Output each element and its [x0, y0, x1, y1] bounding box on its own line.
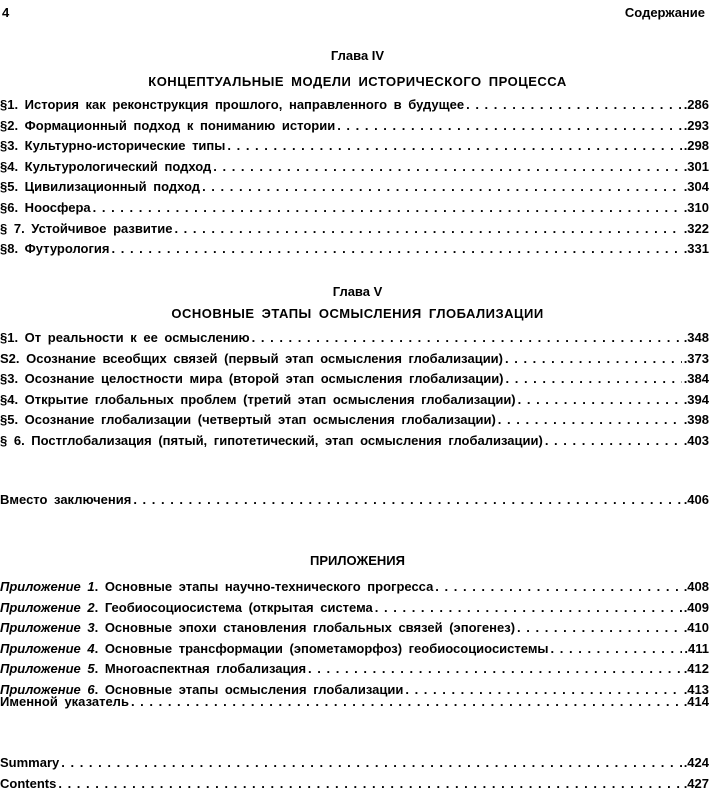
toc-entry-name-index[interactable] [0, 692, 709, 713]
running-title: Содержание [624, 5, 705, 20]
toc-entry-title [0, 639, 549, 660]
dot-leader [435, 577, 681, 598]
toc-entry-title: §4. Открытие глобальных проблем (третий этап осмысления глобализации) [0, 391, 516, 407]
dot-leader [517, 618, 682, 639]
dot-leader [112, 239, 682, 260]
dot-leader [227, 136, 681, 157]
toc-entry-page: .412 [683, 661, 709, 677]
toc-entry-page: .409 [683, 599, 709, 615]
toc-entry-title: §5. Цивилизационный подход [0, 179, 201, 195]
toc-entry-title [0, 598, 373, 619]
dot-leader [498, 410, 682, 431]
toc-entry-title: § 6. Постглобализация (пятый, гипотетический, этап осмысления глобализации) [0, 432, 543, 448]
toc-entry-page: .408 [683, 579, 709, 594]
toc-entry[interactable] [0, 198, 709, 219]
dot-leader [58, 774, 681, 795]
appendix-text: . Основные трансформации (эпометаморфоз) геобиосоциосистемы [94, 640, 549, 656]
toc-entry-title: §4. Культурологический подход [0, 158, 212, 174]
toc-entry-title: §6. Ноосфера [0, 199, 91, 215]
dot-leader [551, 639, 683, 660]
toc-entry[interactable] [0, 598, 709, 619]
toc-entry[interactable] [0, 157, 709, 178]
toc-entry[interactable] [0, 219, 709, 240]
toc-entry-page: .322 [683, 220, 709, 236]
chapter-5-toc [0, 328, 709, 452]
chapter-4-label: Глава IV [330, 48, 385, 63]
dot-leader [61, 753, 681, 774]
toc-entry-title [0, 577, 433, 598]
toc-entry-page: .301 [683, 158, 709, 174]
toc-entry-title: Summary [0, 755, 60, 770]
appendix-label: Приложение 1 [0, 579, 95, 594]
chapter-4-toc [0, 95, 709, 260]
toc-entry-title: §3. Культурно-исторические типы [0, 138, 226, 154]
conclusion-toc [0, 490, 709, 511]
toc-entry-page: .373 [683, 350, 709, 366]
toc-entry-page: .427 [683, 775, 709, 791]
toc-entry-page: .398 [683, 412, 709, 428]
toc-entry-page: .413 [683, 681, 709, 697]
toc-entry[interactable] [0, 328, 709, 349]
toc-entry-summary[interactable] [0, 753, 709, 774]
toc-entry[interactable] [0, 177, 709, 198]
toc-entry-title: §2. Формационный подход к пониманию истории [0, 117, 336, 133]
toc-entry-title: §3. Осознание целостности мира (второй этап осмысления глобализации) [0, 371, 504, 387]
toc-entry-page: .424 [683, 755, 709, 770]
toc-entry-page: .414 [683, 694, 709, 709]
dot-leader [202, 177, 682, 198]
dot-leader [506, 369, 682, 390]
toc-entry-title [0, 659, 306, 680]
back-matter-toc [0, 753, 709, 794]
toc-entry-conclusion[interactable] [0, 490, 709, 511]
toc-entry-page: .310 [683, 199, 709, 215]
toc-entry-title: S2. Осознание всеобщих связей (первый этап осмысления глобализации) [0, 350, 504, 366]
appendices-toc [0, 577, 709, 701]
name-index-toc [0, 692, 709, 713]
appendix-label: Приложение 3 [0, 620, 95, 636]
toc-entry-page: .410 [683, 620, 709, 636]
toc-entry-title: Именной указатель [0, 694, 129, 709]
toc-entry[interactable] [0, 116, 709, 137]
dot-leader [308, 659, 682, 680]
toc-entry-title: Вместо заключения [0, 492, 132, 507]
toc-entry-page: .293 [683, 117, 709, 133]
dot-leader [466, 95, 682, 116]
toc-entry-page: .286 [683, 97, 709, 112]
dot-leader [545, 431, 682, 452]
toc-entry-title: §5. Осознание глобализации (четвертый этап осмысления глобализации) [0, 412, 496, 428]
toc-entry[interactable] [0, 349, 709, 370]
toc-entry-page: .406 [683, 492, 709, 507]
toc-entry[interactable] [0, 369, 709, 390]
dot-leader [518, 390, 682, 411]
dot-leader [337, 116, 682, 137]
toc-entry-contents[interactable] [0, 774, 709, 795]
appendix-text: . Основные этапы научно-технического прогресса [94, 579, 434, 594]
toc-entry-title: §1. История как реконструкция прошлого, направленного в будущее [0, 97, 465, 112]
toc-entry[interactable] [0, 239, 709, 260]
toc-entry-title [0, 618, 515, 639]
toc-entry-page: .304 [683, 179, 709, 195]
toc-entry[interactable] [0, 136, 709, 157]
toc-entry[interactable] [0, 410, 709, 431]
toc-entry[interactable] [0, 390, 709, 411]
toc-entry[interactable] [0, 618, 709, 639]
dot-leader [375, 598, 682, 619]
chapter-5-label: Глава V [332, 284, 383, 299]
chapter-4-title: КОНЦЕПТУАЛЬНЫЕ МОДЕЛИ ИСТОРИЧЕСКОГО ПРОЦЕССА [148, 74, 567, 89]
toc-entry-page: .384 [683, 371, 709, 387]
appendix-label: Приложение 2 [0, 599, 95, 615]
appendix-label: Приложение 6 [0, 681, 95, 697]
dot-leader [93, 198, 682, 219]
toc-entry-page: .331 [683, 241, 709, 257]
dot-leader [133, 490, 681, 511]
toc-entry-page: .298 [683, 138, 709, 154]
toc-entry[interactable] [0, 659, 709, 680]
dot-leader [213, 157, 681, 178]
toc-entry-title: §8. Футурология [0, 241, 110, 257]
appendix-text: . Основные этапы осмысления глобализации [94, 681, 404, 697]
toc-entry-page: .403 [683, 432, 709, 448]
toc-entry-title: Contents [0, 775, 57, 791]
toc-entry[interactable] [0, 95, 709, 116]
appendix-text: . Геобиосоциосистема (открытая система [94, 599, 373, 615]
toc-entry-page: .394 [683, 391, 709, 407]
appendices-title: ПРИЛОЖЕНИЯ [310, 553, 405, 568]
toc-entry-title: §1. От реальности к ее осмыслению [0, 330, 250, 345]
toc-entry[interactable] [0, 431, 709, 452]
toc-entry-page: .348 [683, 330, 709, 345]
dot-leader [131, 692, 682, 713]
appendix-text: . Многоаспектная глобализация [94, 661, 307, 677]
toc-entry[interactable] [0, 639, 709, 660]
page-number: 4 [2, 5, 10, 20]
dot-leader [174, 219, 681, 240]
appendix-label: Приложение 5 [0, 661, 95, 677]
toc-entry-page: .411 [684, 640, 709, 656]
page-header [0, 5, 705, 21]
appendix-label: Приложение 4 [0, 640, 95, 656]
appendix-text: . Основные эпохи становления глобальных связей (эпогенез) [94, 620, 516, 636]
chapter-5-title: ОСНОВНЫЕ ЭТАПЫ ОСМЫСЛЕНИЯ ГЛОБАЛИЗАЦИИ [171, 306, 544, 321]
dot-leader [252, 328, 682, 349]
toc-entry[interactable] [0, 577, 709, 598]
dot-leader [505, 349, 682, 370]
toc-entry-title: § 7. Устойчивое развитие [0, 220, 173, 236]
